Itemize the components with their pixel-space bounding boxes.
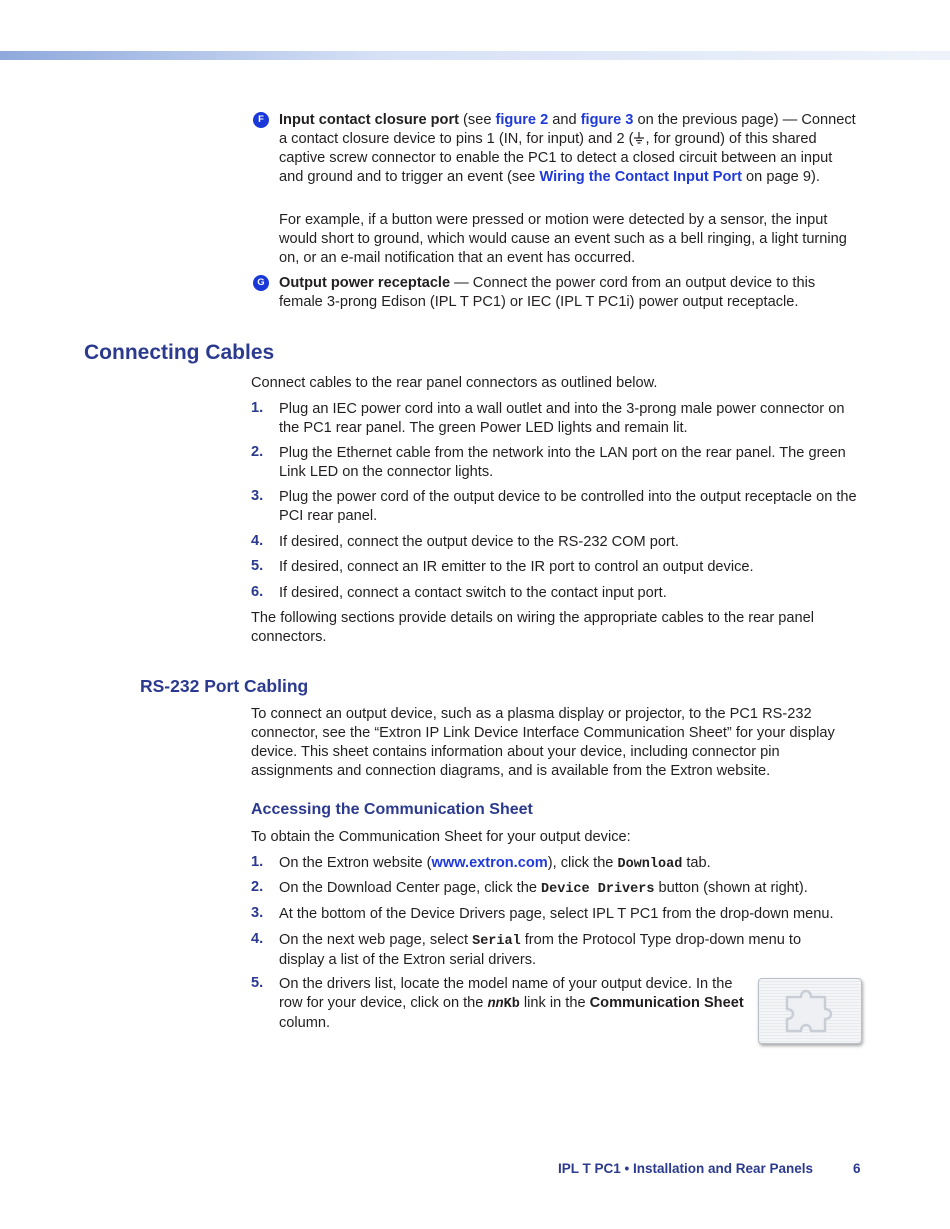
callout-f-paragraph: Input contact closure port (see figure 2 and figure 3 on the previous page) — Connect a contact closure device to pins 1 (IN, for input) and 2 ( , for ground) of this shared captive screw connector to enable the PC1 to detect a closed circuit between an input and ground and to trigger an event (see Wiring the Contact Input Port on page 9). (279, 112, 856, 185)
step-number: 1. (251, 400, 264, 416)
connecting-cables-heading: Connecting Cables (84, 341, 275, 364)
access-step-5: On the drivers list, locate the model name of your output device. In the row for your device, click on the nnKb link in the Communication Sheet column. (279, 976, 744, 1031)
connecting-step-2: Plug the Ethernet cable from the network into the LAN port on the rear panel. The green Link LED on the connector lights. (279, 445, 846, 480)
download-tab-code: Download (617, 857, 683, 872)
extron-website-link[interactable]: www.extron.com (431, 855, 548, 871)
nn-code: nn (487, 997, 504, 1012)
step-number: 3. (251, 488, 264, 504)
step-number: 1. (251, 854, 264, 870)
connecting-step-6: If desired, connect a contact switch to the contact input port. (279, 585, 667, 601)
device-drivers-code: Device Drivers (541, 882, 655, 897)
connecting-step-1: Plug an IEC power cord into a wall outlet and into the 3-prong male power connector on the PC1 rear panel. The green Power LED lights and remain lit. (279, 401, 845, 436)
access-step-2: On the Download Center page, click the Device Drivers button (shown at right). (279, 880, 808, 897)
figure-3-link[interactable]: figure 3 (580, 112, 634, 128)
access-step-4: On the next web page, select Serial from the Protocol Type drop-down menu to display a list of the Extron serial drivers. (279, 932, 802, 968)
kb-code: Kb (503, 997, 520, 1012)
access-step-3: At the bottom of the Device Drivers page, select IPL T PC1 from the drop-down menu. (279, 906, 834, 922)
access-heading: Accessing the Communication Sheet (251, 801, 533, 818)
serial-code: Serial (472, 934, 521, 949)
communication-sheet-label: Communication Sheet (589, 995, 744, 1011)
wiring-contact-input-link[interactable]: Wiring the Contact Input Port (539, 169, 742, 185)
access-step-1: On the Extron website (www.extron.com), click the Download tab. (279, 855, 711, 872)
rs232-heading: RS-232 Port Cabling (140, 676, 309, 696)
header-gradient-bar (0, 51, 950, 60)
callout-g-paragraph: Output power receptacle — Connect the power cord from an output device to this female 3-prong Edison (IPL T PC1) or IEC (IPL T PC1i) power output receptacle. (279, 275, 816, 310)
ground-symbol-icon (633, 132, 645, 145)
step-number: 5. (251, 975, 264, 991)
step-number: 4. (251, 931, 264, 947)
callout-g-badge: G (253, 275, 269, 291)
figure-2-link[interactable]: figure 2 (495, 112, 549, 128)
footer-title: IPL T PC1 • Installation and Rear Panels (558, 1161, 814, 1176)
connecting-step-4: If desired, connect the output device to the RS-232 COM port. (279, 534, 679, 550)
step-number: 3. (251, 905, 264, 921)
callout-f-title: Input contact closure port (279, 112, 459, 128)
connecting-step-3: Plug the power cord of the output device to be controlled into the output receptacle on the PCI rear panel. (279, 489, 857, 524)
step-number: 6. (251, 584, 264, 600)
step-number: 4. (251, 533, 264, 549)
step-number: 2. (251, 879, 264, 895)
puzzle-piece-icon (781, 985, 839, 1037)
callout-g-title: Output power receptacle (279, 275, 451, 291)
step-number: 2. (251, 444, 264, 460)
device-drivers-button-image (758, 978, 862, 1044)
connecting-step-5: If desired, connect an IR emitter to the IR port to control an output device. (279, 559, 754, 575)
rs232-paragraph: To connect an output device, such as a plasma display or projector, to the PC1 RS-232 connector, see the “Extron IP Link Device Interface Communication Sheet” for your display device. This sheet contains information about your device, including connector pin assignments and connection diagrams, and is available from the Extron website. (251, 706, 835, 779)
connecting-intro: Connect cables to the rear panel connectors as outlined below. (251, 375, 658, 391)
connecting-outro: The following sections provide details on wiring the appropriate cables to the rear panel connectors. (251, 610, 814, 645)
access-intro: To obtain the Communication Sheet for your output device: (251, 829, 631, 845)
callout-f-badge: F (253, 112, 269, 128)
callout-f-example: For example, if a button were pressed or motion were detected by a sensor, the input would short to ground, which would cause an event such as a bell ringing, a light turning on, or an e-mail notification that an event has occurred. (279, 212, 847, 266)
page-number: 6 (853, 1161, 861, 1176)
step-number: 5. (251, 558, 264, 574)
